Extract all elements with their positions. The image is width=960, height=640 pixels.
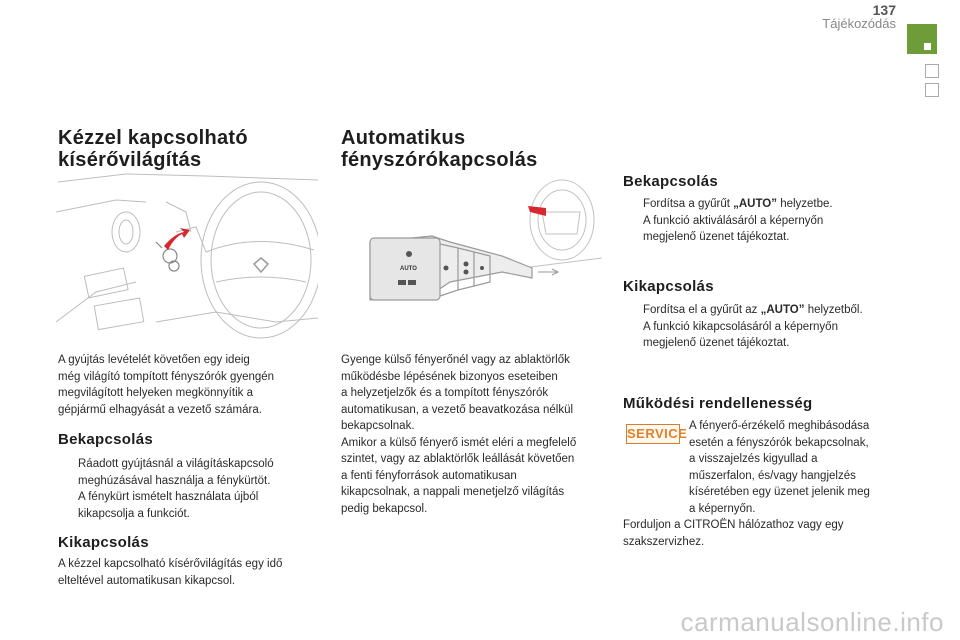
- bullet-line: A funkció aktiválásáról a képernyőn: [643, 214, 824, 227]
- service-warning-icon: SERVICE: [626, 424, 680, 444]
- col2-body-line: a fenti fényforrások automatikusan: [341, 469, 517, 482]
- bullet-line: meghúzásával használja a fénykürtöt.: [78, 474, 271, 487]
- col1-intro: [58, 352, 328, 418]
- col2-body-line: a helyzetjelzők és a tompított fényszórók: [341, 387, 549, 399]
- col2-body-line: pedig bekapcsol.: [341, 502, 428, 515]
- bullet-line: Fordítsa a gyűrűt „AUTO” helyzetbe.: [643, 198, 833, 210]
- col3-contact-text: [623, 517, 898, 550]
- col1-intro-line: gépjármű elhagyását a vezető számára.: [58, 403, 262, 416]
- list-item: [623, 196, 898, 246]
- chapter-marker-1: [925, 64, 939, 78]
- list-item: [623, 302, 898, 352]
- bullet-line: megjelenő üzenet tájékoztat.: [643, 337, 790, 349]
- col3-on-list: [623, 196, 898, 246]
- fault-line: kíséretében egy üzenet jelenik meg: [689, 486, 870, 498]
- fault-line: műszerfalon, és/vagy hangjelzés: [689, 469, 856, 482]
- chapter-tab: [907, 24, 937, 54]
- col2-title: [341, 127, 538, 171]
- fault-line: A fényerő-érzékelő meghibásodása: [689, 420, 870, 432]
- contact-line: szakszervizhez.: [623, 535, 705, 548]
- bullet-line: A funkció kikapcsolásáról a képernyőn: [643, 320, 838, 333]
- col2-body-line: bekapcsolnak.: [341, 420, 415, 432]
- col2-body-line: működésbe lépésének bizonyos eseteiben: [341, 370, 558, 383]
- chapter-marker-2: [925, 83, 939, 97]
- watermark: carmanualsonline.info: [680, 607, 944, 637]
- col3-off-heading: Kikapcsolás: [623, 278, 714, 295]
- tab-square-icon: [924, 43, 931, 50]
- col1-on-list: [58, 456, 328, 522]
- dashboard-illustration: [56, 172, 318, 344]
- col2-body-line: Amikor a külső fényerő ismét eléri a megfelelő: [341, 436, 577, 449]
- list-item: [58, 489, 328, 522]
- auto-keyword: „AUTO”: [733, 198, 777, 210]
- bullet-icon: [58, 489, 78, 522]
- fault-line: a képernyőn.: [689, 502, 756, 515]
- col1-title: [58, 127, 248, 171]
- bullet-icon: [623, 196, 643, 246]
- col1-on-heading: Bekapcsolás: [58, 431, 154, 448]
- page-number: 137: [872, 2, 896, 18]
- col1-title-line1: Kézzel kapcsolható: [58, 127, 248, 149]
- col2-title-line2: fényszórókapcsolás: [341, 149, 538, 171]
- bullet-line: Ráadott gyújtásnál a világításkapcsoló: [78, 458, 274, 470]
- col2-title-line1: Automatikus: [341, 127, 466, 149]
- auto-keyword: „AUTO”: [760, 304, 805, 316]
- bullet-line: Fordítsa el a gyűrűt az „AUTO” helyzetből.: [643, 304, 863, 316]
- fault-line: a visszajelzés kigyullad a: [689, 453, 818, 465]
- col2-body-line: Gyenge külső fényerőnél vagy az ablaktörlők: [341, 354, 570, 366]
- col3-on-heading: Bekapcsolás: [623, 173, 719, 190]
- col1-off-line: A kézzel kapcsolható kísérővilágítás egy idő: [58, 558, 283, 570]
- col2-body-line: kikapcsolnak, a nappali menetjelző világítás: [341, 486, 565, 498]
- list-item: [58, 456, 328, 489]
- bullet-line: megjelenő üzenet tájékoztat.: [643, 231, 790, 243]
- fault-line: esetén a fényszórók bekapcsolnak,: [689, 436, 869, 449]
- col2-body: [341, 352, 611, 517]
- col2-body-line: szintet, vagy az ablaktörlők leállását követően: [341, 453, 575, 465]
- col3-fault-text: [689, 418, 899, 517]
- col3-off-list: [623, 302, 898, 352]
- col3-fault-heading: Működési rendellenesség: [623, 395, 813, 412]
- contact-line: Forduljon a CITROËN hálózathoz vagy egy: [623, 519, 844, 531]
- col1-off-line: elteltével automatikusan kikapcsol.: [58, 574, 236, 587]
- bullet-line: A fénykürt ismételt használata újból: [78, 491, 259, 503]
- section-title: Tájékozódás: [822, 16, 896, 31]
- col1-intro-line: még világító tompított fényszórók gyengén: [58, 370, 275, 383]
- stalk-illustration: [362, 172, 602, 312]
- col1-title-line2: kísérővilágítás: [58, 149, 202, 171]
- col2-body-line: automatikusan, a vezető beavatkozása nélkül: [341, 403, 574, 416]
- col1-off-heading: Kikapcsolás: [58, 534, 149, 551]
- col1-intro-line: megvilágított helyeken megkönnyítik a: [58, 387, 253, 399]
- bullet-line: kikapcsolja a funkciót.: [78, 507, 190, 520]
- col1-off-text: [58, 556, 328, 589]
- stalk-auto-label: AUTO: [400, 266, 417, 272]
- bullet-icon: [623, 302, 643, 352]
- col1-intro-line: A gyújtás levételét követően egy ideig: [58, 354, 250, 366]
- bullet-icon: [58, 456, 78, 489]
